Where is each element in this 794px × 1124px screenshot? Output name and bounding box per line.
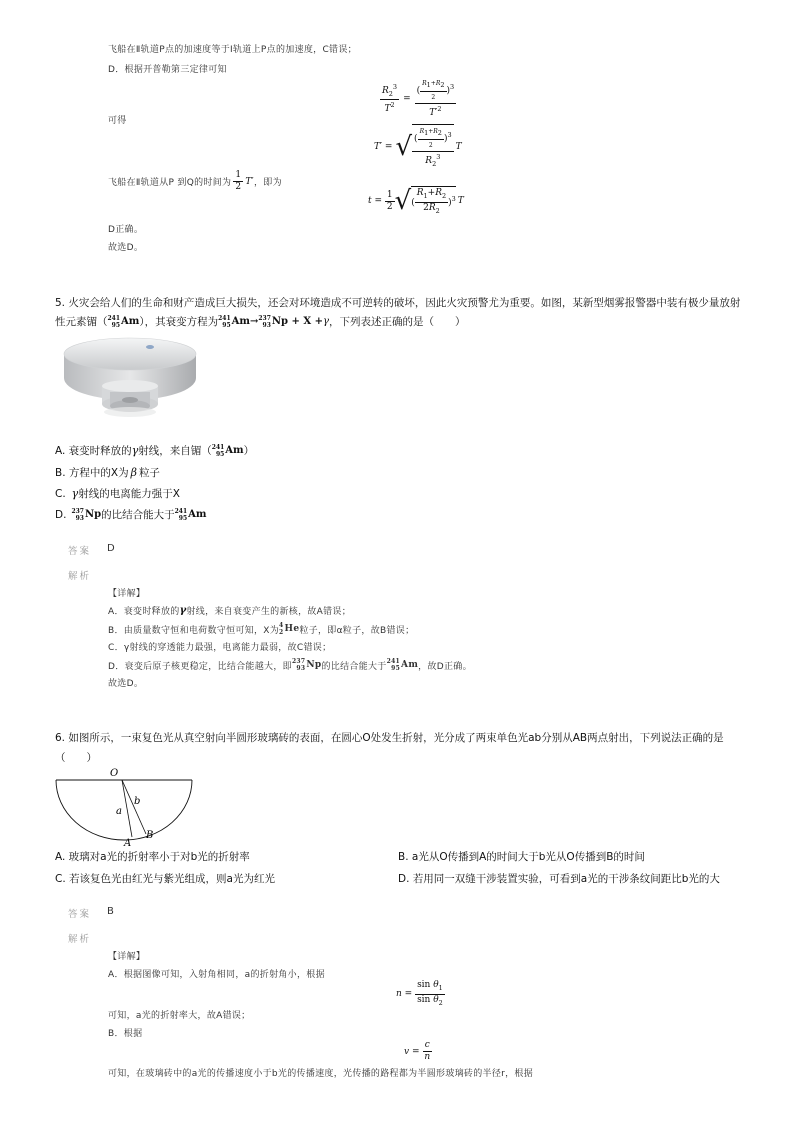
q5-option-b-part1: B. 方程中的X为 (55, 467, 129, 479)
q5-option-d-part1: D. (55, 508, 67, 521)
q5-option-c-part1: C. (55, 487, 66, 500)
q5-stem-line2 (55, 314, 465, 329)
am241-nuclide-a: 241 95 Am (211, 443, 244, 458)
q5-stem-part1: 性元素镅（ (55, 316, 108, 328)
q6-detail-a-after: 可知，a光的折射率大，故A错误； (108, 1011, 251, 1021)
q5-detail-b-part1: B．由质量数守恒和电荷数守恒可知，X为 (108, 625, 280, 636)
q5-detail-d-part3: ，故D正确。 (418, 661, 472, 672)
q5-option-d-part2: 的比结合能大于 (101, 509, 175, 521)
q6-detail-last: 可知，在玻璃砖中的a光的传播速度小于b光的传播速度，光传播的路程都为半圆形玻璃砖的半径r，根据 (108, 1069, 534, 1079)
time-formula: t = 1 2 √ ( $\frac{R_1+R_2}{2R_2}$ )$^3$ T (368, 186, 464, 217)
np237-nuclide-detail: 237 93 Np (291, 658, 322, 672)
refraction-index-formula: n = $\sin \theta_1$ $\sin \theta_2$ (396, 980, 443, 1007)
q6-answer: B (107, 906, 115, 917)
q5-stem-line1: 5. 火灾会给人们的生命和财产造成巨大损失，还会对环境造成不可逆转的破坏，因此火灾预警尤为重要。如图，某新型烟雾报警器中装有极少量放射 (55, 297, 741, 309)
q5-option-a[interactable]: A. 衰变时释放的 γ 射线，来自镅（ 241 95 Am ） (55, 443, 255, 458)
q5-option-b[interactable]: B. 方程中的X为 β 粒子 (55, 466, 160, 479)
q6-option-d[interactable]: D. 若用同一双缝干涉装置实验，可看到a光的干涉条纹间距比b光的大 (398, 873, 720, 885)
q6-analysis-label: 解析 (68, 934, 92, 945)
q6-option-c[interactable]: C. 若该复色光由红光与紫光组成，则a光为红光 (55, 873, 275, 885)
kepler-formula: $\frac{R_2^3}{T^2}$ = ( $\frac{R_1+R_2}{2}$ )$^3$ $T'^2$ (382, 80, 455, 119)
am241-nuclide-d: 241 95 Am (174, 507, 207, 522)
q5-detail-c: C．γ射线的穿透能力最强，电离能力最弱，故C错误； (108, 643, 332, 653)
q5-detail-d-part1: D．衰变后原子核更稳定，比结合能越大，即 (108, 661, 292, 672)
solution-time-line: 飞船在Ⅱ轨道从P 到Q的时间为 1 2 T ′ ，即为 (108, 170, 282, 192)
q5-option-a-part2: 射线，来自镅（ (138, 445, 212, 457)
q5-option-c[interactable]: C. γ 射线的电离能力强于X (55, 487, 180, 500)
q6-detail-a: A．根据图像可知，入射角相同，a的折射角小，根据 (108, 970, 325, 980)
q5-detail-title: 【详解】 (108, 589, 146, 599)
q5-stem-part2: ），其衰变方程为 (139, 316, 219, 328)
solution-can-get: 可得 (108, 116, 127, 126)
solution-d-correct: D正确。 (108, 225, 144, 235)
time-text: 飞船在Ⅱ轨道从P 到Q的时间为 (108, 178, 232, 188)
label-point-b: B (146, 830, 154, 841)
q6-detail-title: 【详解】 (108, 952, 146, 962)
q5-detail-a: A．衰变时释放的 γ 射线，来自衰变产生的新核，故A错误； (108, 605, 352, 617)
glass-arc (56, 780, 192, 840)
q5-answer: D (107, 543, 116, 554)
q5-option-a-part3: ） (243, 445, 255, 457)
label-point-a: A (124, 838, 132, 846)
solution-line-d: D．根据开普勒第三定律可知 (108, 65, 227, 75)
np237-nuclide: 237 93 Np (71, 507, 102, 522)
q5-option-a-part1: A. 衰变时释放的 (55, 445, 132, 457)
solution-line-c: 飞船在Ⅱ轨道P点的加速度等于Ⅰ轨道上P点的加速度，C错误； (108, 45, 357, 55)
q6-stem-line2: （ ） (55, 752, 97, 764)
he4-nuclide: 4 2 He (279, 622, 300, 636)
semicircle-glass-diagram (54, 766, 194, 846)
q5-detail-a-part2: 射线，来自衰变产生的新核，故A错误； (186, 607, 352, 617)
q6-answer-label: 答案 (68, 909, 92, 920)
period-formula: T ′ = √ ( $\frac{R_1+R_2}{2}$ )$^3$ $R_2^3$ T (374, 124, 462, 170)
decay-equation: 241 95 Am→ 237 93 Np + X + γ (218, 314, 329, 329)
q6-option-b[interactable]: B. a光从O传播到A的时间大于b光从O传播到B的时间 (398, 851, 645, 863)
am241-nuclide-detail: 241 95 Am (386, 658, 419, 672)
q5-detail-b-part2: 粒子，即α粒子，故B错误； (299, 625, 415, 636)
q5-detail-a-part1: A．衰变时释放的 (108, 607, 180, 617)
smoke-detector-image (60, 334, 200, 434)
label-b-ray: b (134, 796, 141, 807)
q5-option-b-part2: 粒子 (138, 467, 160, 479)
ray-a (122, 780, 132, 837)
q5-analysis-label: 解析 (68, 571, 92, 582)
half-fraction: 1 2 (235, 170, 242, 192)
q5-option-d[interactable] (55, 507, 206, 522)
q5-detail-d-part2: 的比结合能大于 (321, 661, 387, 672)
label-o: O (110, 768, 119, 779)
q6-option-a[interactable]: A. 玻璃对a光的折射率小于对b光的折射率 (55, 851, 250, 863)
label-a-ray: a (116, 806, 122, 817)
speed-formula: v = c n (404, 1040, 431, 1062)
q5-detail-d (108, 658, 472, 672)
am241-nuclide: 241 95 Am (107, 314, 140, 329)
q5-detail-b (108, 622, 414, 636)
q5-detail-choose: 故选D。 (108, 679, 144, 689)
q5-stem-part3: ，下列表述正确的是（ ） (328, 316, 466, 328)
q6-detail-b: B．根据 (108, 1029, 143, 1039)
q5-answer-label: 答案 (68, 546, 92, 557)
ray-b (122, 780, 146, 834)
q6-stem-line1: 6. 如图所示，一束复色光从真空射向半圆形玻璃砖的表面，在圆心O处发生折射，光分成了两束单色光ab分别从AB两点射出，下列说法正确的是 (55, 732, 724, 744)
q5-option-c-part2: 射线的电离能力强于X (78, 488, 180, 500)
solution-choose: 故选D。 (108, 243, 144, 253)
time-text-tail: ，即为 (254, 178, 282, 188)
